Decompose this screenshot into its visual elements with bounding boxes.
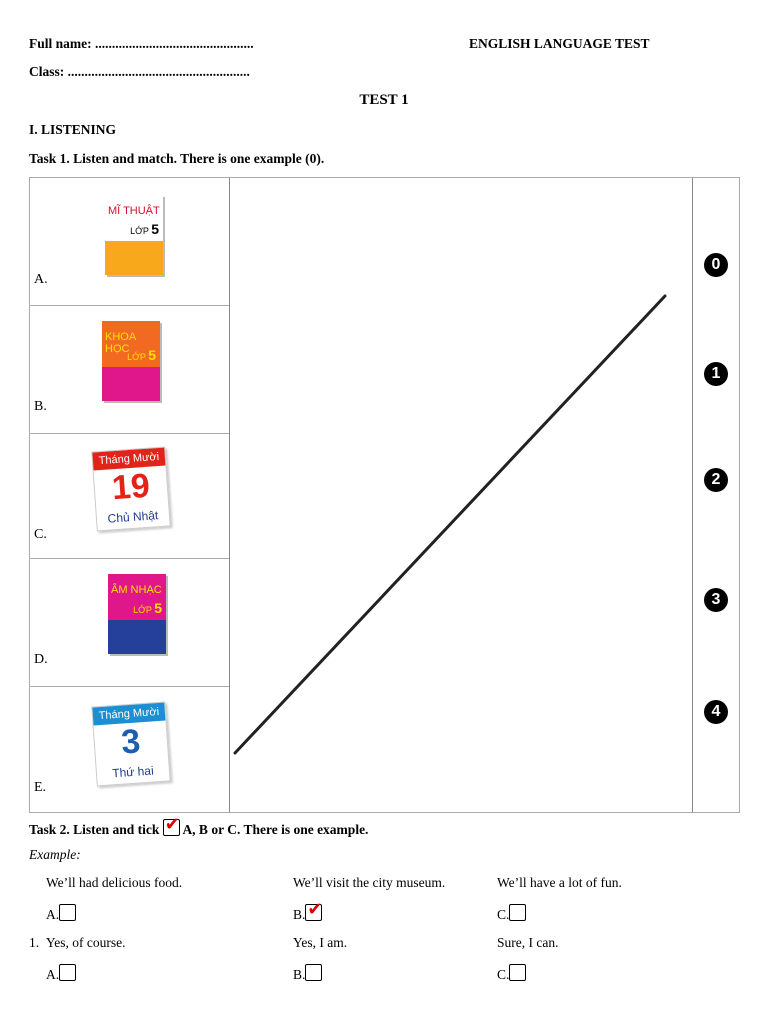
page-title: TEST 1 [359, 92, 409, 108]
number-0-badge: 0 [704, 253, 728, 277]
test-type: ENGLISH LANGUAGE TEST [469, 36, 650, 51]
example-option-c-text: We’ll have a lot of fun. [497, 875, 622, 890]
book-grade: LỚP 5 [130, 221, 159, 237]
checkmark-icon: ✔ [164, 814, 180, 835]
calendar-month: Tháng Mười [92, 703, 165, 726]
example-option-a-text: We’ll had delicious food. [46, 875, 183, 890]
class-line: Class: ...................................................... [29, 64, 250, 79]
item-letter: C. [34, 527, 47, 542]
checkbox[interactable] [509, 964, 526, 981]
book-title: MĨ THUẬT [108, 205, 160, 217]
example-option-b-text: We’ll visit the city museum. [293, 875, 446, 890]
art-book-image [105, 195, 163, 275]
item-letter: B. [34, 399, 47, 414]
book-title: ÂM NHẠC [111, 584, 162, 596]
checkbox[interactable] [509, 904, 526, 921]
calendar-day-name: Chủ Nhật [107, 508, 159, 526]
example-option-c[interactable]: C. [497, 904, 526, 923]
example-label: Example: [29, 847, 81, 862]
example-match-line [230, 178, 692, 812]
book-grade: LỚP 5 [127, 347, 156, 363]
calendar-image [91, 447, 170, 532]
item-letter: E. [34, 780, 47, 795]
q1-option-a-text: 1. Yes, of course. [29, 935, 126, 950]
calendar-day-number: 19 [110, 466, 152, 508]
number-4-badge: 4 [704, 700, 728, 724]
match-item-c [30, 433, 229, 558]
match-item-e [30, 686, 229, 813]
item-letter: D. [34, 652, 48, 667]
match-table [29, 177, 740, 813]
task2-instruction: Task 2. Listen and tick ✔ A, B or C. There is one example. [29, 814, 369, 837]
calendar-day-number: 3 [120, 722, 142, 762]
book-grade: LỚP 5 [133, 600, 162, 616]
book-title: KHOA HỌC [105, 331, 136, 355]
number-2-badge: 2 [704, 468, 728, 492]
example-option-b[interactable]: B. ✔ [293, 899, 323, 922]
match-item-b [30, 305, 229, 433]
match-item-d [30, 558, 229, 686]
checkbox-checked[interactable] [305, 899, 323, 921]
tick-box-icon [163, 814, 180, 836]
task1-instruction: Task 1. Listen and match. There is one example (0). [29, 151, 325, 166]
checkmark-icon: ✔ [307, 899, 323, 920]
calendar-month: Tháng Mười [92, 448, 165, 471]
number-3-badge: 3 [704, 588, 728, 612]
section-heading: I. LISTENING [29, 122, 117, 137]
match-item-a [30, 178, 229, 305]
match-line [235, 296, 665, 753]
checkbox[interactable] [305, 964, 322, 981]
q1-option-a[interactable]: A. [46, 964, 76, 983]
science-book-image [102, 321, 160, 401]
calendar-image [91, 702, 170, 787]
column-divider [692, 178, 693, 812]
q1-option-b[interactable]: B. [293, 964, 322, 983]
q1-option-b-text: Yes, I am. [293, 935, 348, 950]
checkbox[interactable] [59, 964, 76, 981]
number-1-badge: 1 [704, 362, 728, 386]
full-name-line: Full name: ............................................... [29, 36, 254, 51]
item-letter: A. [34, 272, 48, 287]
calendar-day-name: Thứ hai [111, 763, 155, 781]
music-book-image [108, 574, 166, 654]
example-option-a[interactable]: A. [46, 904, 76, 923]
q1-option-c[interactable]: C. [497, 964, 526, 983]
q1-option-c-text: Sure, I can. [497, 935, 559, 950]
checkbox[interactable] [59, 904, 76, 921]
